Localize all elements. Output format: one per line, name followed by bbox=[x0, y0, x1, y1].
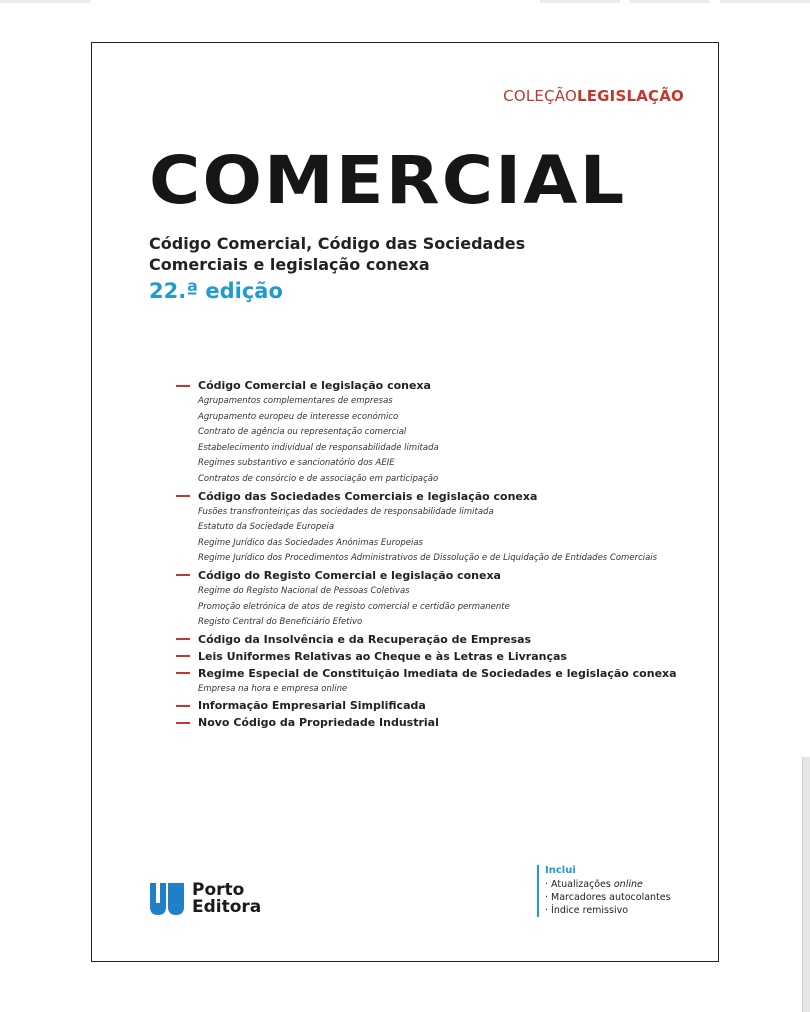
includes-item bbox=[545, 878, 671, 891]
subtitle-line: Código Comercial, Código das Sociedades bbox=[149, 234, 526, 253]
publisher-logo bbox=[148, 881, 261, 917]
toc-subentry: Agrupamentos complementares de empresas bbox=[198, 396, 393, 406]
dash-marker-icon bbox=[176, 655, 190, 657]
toc-subentry: Registo Central do Beneficiário Efetivo bbox=[198, 617, 363, 628]
collection-label bbox=[503, 87, 684, 105]
includes-item-emphasis: online bbox=[613, 879, 643, 890]
toc-subentry: Regime do Registo Nacional de Pessoas Coletivas bbox=[198, 585, 410, 596]
includes-item-text: · Atualizações bbox=[545, 879, 614, 890]
toc-main-line bbox=[176, 665, 696, 682]
dash-marker-icon bbox=[176, 672, 190, 674]
toc-entry bbox=[176, 377, 696, 488]
toc-main-line bbox=[176, 697, 696, 714]
includes-title: Inclui bbox=[545, 865, 576, 876]
includes-item bbox=[545, 891, 671, 904]
toc-main-line bbox=[176, 648, 696, 665]
toc-entry bbox=[176, 631, 696, 648]
toc-entry bbox=[176, 567, 696, 631]
table-of-contents bbox=[176, 377, 696, 731]
toc-subentry: Contrato de agência ou representação comercial bbox=[198, 427, 407, 438]
edition-label: 22.ª edição bbox=[149, 279, 283, 303]
publisher-name-line2: Editora bbox=[192, 897, 262, 917]
toc-entry-label: Regime Especial de Constituição Imediata de Sociedades e legislação conexa bbox=[198, 666, 677, 680]
toc-subentry: Regime Jurídico das Sociedades Anónimas Europeias bbox=[198, 537, 423, 548]
toc-main-line bbox=[176, 714, 696, 731]
toc-subentry: Promoção eletrónica de atos de registo comercial e certidão permanente bbox=[198, 601, 510, 612]
book-title: COMERCIAL bbox=[149, 142, 627, 219]
toc-entry-label: Código do Registo Comercial e legislação conexa bbox=[198, 568, 501, 582]
subtitle-line: Comerciais e legislação conexa bbox=[149, 255, 430, 274]
toc-main-line bbox=[176, 488, 696, 505]
includes-item-text: · Marcadores autocolantes bbox=[545, 892, 671, 903]
dash-marker-icon bbox=[176, 705, 190, 707]
publisher-name-line1: Porto bbox=[192, 880, 245, 900]
toc-entry-label: Informação Empresarial Simplificada bbox=[198, 699, 426, 713]
toc-entry-label: Novo Código da Propriedade Industrial bbox=[198, 716, 439, 730]
top-edge-bar bbox=[0, 0, 810, 3]
dash-marker-icon bbox=[176, 638, 190, 640]
toc-entry-label: Código Comercial e legislação conexa bbox=[198, 379, 431, 392]
includes-item bbox=[545, 904, 671, 917]
toc-entry bbox=[176, 697, 696, 714]
toc-main-line bbox=[176, 567, 696, 584]
toc-subentry: Agrupamento europeu de interesse económico bbox=[198, 411, 399, 422]
toc-entry-label: Código da Insolvência e da Recuperação de Empresas bbox=[198, 632, 532, 646]
dash-marker-icon bbox=[176, 574, 190, 576]
toc-subentry: Regimes substantivo e sancionatório dos AEIE bbox=[198, 458, 395, 469]
collection-prefix: COLEÇÃO bbox=[503, 87, 577, 105]
book-cover bbox=[91, 42, 719, 962]
collection-name: LEGISLAÇÃO bbox=[576, 87, 684, 105]
toc-main-line bbox=[176, 631, 696, 648]
includes-item-text: · Índice remissivo bbox=[545, 905, 629, 916]
scrollbar[interactable] bbox=[802, 757, 810, 1012]
dash-marker-icon bbox=[176, 495, 190, 497]
toc-entry bbox=[176, 488, 696, 567]
toc-entry bbox=[176, 648, 696, 665]
toc-main-line bbox=[176, 377, 696, 394]
dash-marker-icon bbox=[176, 722, 190, 724]
toc-subentry: Regime Jurídico dos Procedimentos Administrativos de Dissolução e de Liquidação de Entidades Comerciais bbox=[198, 553, 658, 564]
toc-entry bbox=[176, 665, 696, 698]
toc-entry bbox=[176, 714, 696, 731]
includes-box bbox=[537, 865, 671, 917]
toc-subentry: Estatuto da Sociedade Europeia bbox=[198, 522, 335, 533]
toc-entry-label: Leis Uniformes Relativas ao Cheque e às Letras e Livranças bbox=[198, 649, 567, 663]
toc-subentry: Fusões transfronteiriças das sociedades de responsabilidade limitada bbox=[198, 506, 494, 517]
toc-subentry: Estabelecimento individual de responsabilidade limitada bbox=[198, 442, 439, 453]
dash-marker-icon bbox=[176, 385, 190, 387]
porto-editora-logo-icon bbox=[148, 881, 186, 917]
toc-subentry: Contratos de consórcio e de associação em participação bbox=[198, 473, 439, 484]
toc-entry-label: Código das Sociedades Comerciais e legislação conexa bbox=[198, 489, 538, 503]
book-subtitle bbox=[149, 233, 525, 275]
toc-subentry: Empresa na hora e empresa online bbox=[198, 683, 348, 694]
